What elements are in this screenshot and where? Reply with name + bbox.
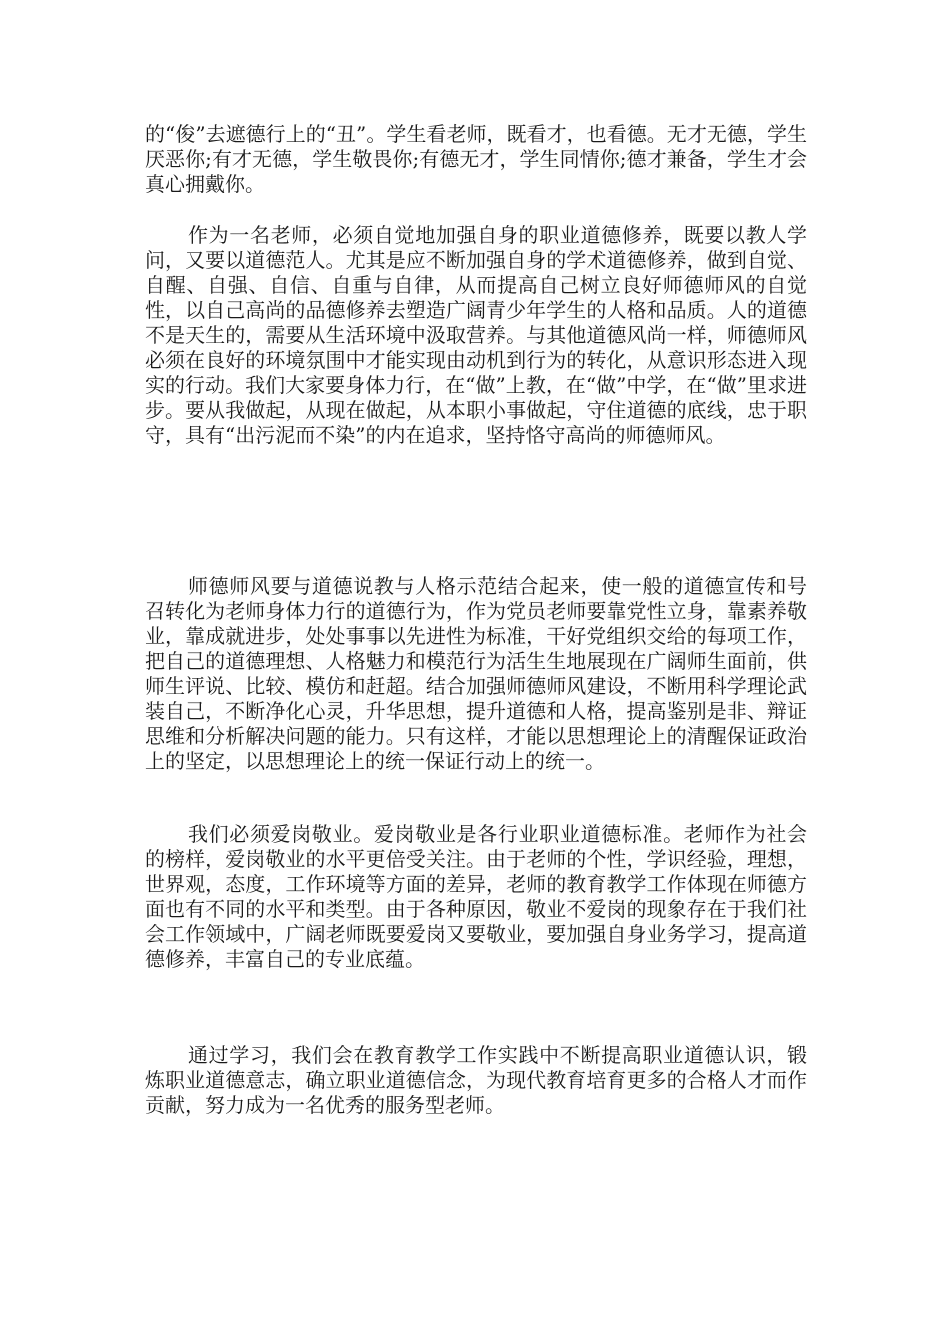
paragraph-teacher-morality: 作为一名老师，必须自觉地加强自身的职业道德修养，既要以教人学问，又要以道德范人。尤其是应不断加强自身的学术道德修养，做到自觉、自醒、自强、自信、自重与自律，从而提高自己树立良好师德师风的自觉性，以自己高尚的品德修养去塑造广阔青少年学生的人格和品质。人的道德不是天生的，需要从生活环境中汲取营养。与其他道德风尚一样，师德师风必须在良好的环境氛围中才能实现由动机到行为的转化，从意识形态进入现实的行动。我们大家要身体力行，在“做”上教，在“做”中学，在“做”里求进步。要从我做起，从现在做起，从本职小事做起，守住道德的底线，忠于职守，具有“出污泥而不染”的内在追求，坚持恪守高尚的师德师风。 [145, 223, 807, 447]
paragraph-continuation: 的“俊”去遮德行上的“丑”。学生看老师，既看才，也看德。无才无德，学生厌恶你;有才无德，学生敬畏你;有德无才，学生同情你;德才兼备，学生才会真心拥戴你。 [145, 122, 807, 196]
paragraph-love-job: 我们必须爱岗敬业。爱岗敬业是各行业职业道德标准。老师作为社会的榜样，爱岗敬业的水平更倍受关注。由于老师的个性，学识经验，理想，世界观，态度，工作环境等方面的差异，老师的教育教学工作体现在师德方面也有不同的水平和类型。由于各种原因，敬业不爱岗的现象存在于我们社会工作领域中，广阔老师既要爱岗又要敬业，要加强自身业务学习，提高道德修养，丰富自己的专业底蕴。 [145, 822, 807, 971]
paragraph-moral-example: 师德师风要与道德说教与人格示范结合起来，使一般的道德宣传和号召转化为老师身体力行的道德行为，作为党员老师要靠党性立身，靠素养敬业，靠成就进步，处处事事以先进性为标准，干好党组织交给的每项工作，把自己的道德理想、人格魅力和模范行为活生生地展现在广阔师生面前，供师生评说、比较、模仿和赶超。结合加强师德师风建设，不断用科学理论武装自己，不断净化心灵，升华思想，提升道德和人格，提高鉴别是非、辩证思维和分析解决问题的能力。只有这样，才能以思想理论上的清醒保证政治上的坚定，以思想理论上的统一保证行动上的统一。 [145, 574, 807, 773]
paragraph-conclusion: 通过学习，我们会在教育教学工作实践中不断提高职业道德认识，锻炼职业道德意志，确立职业道德信念，为现代教育培育更多的合格人才而作贡献，努力成为一名优秀的服务型老师。 [145, 1043, 807, 1117]
